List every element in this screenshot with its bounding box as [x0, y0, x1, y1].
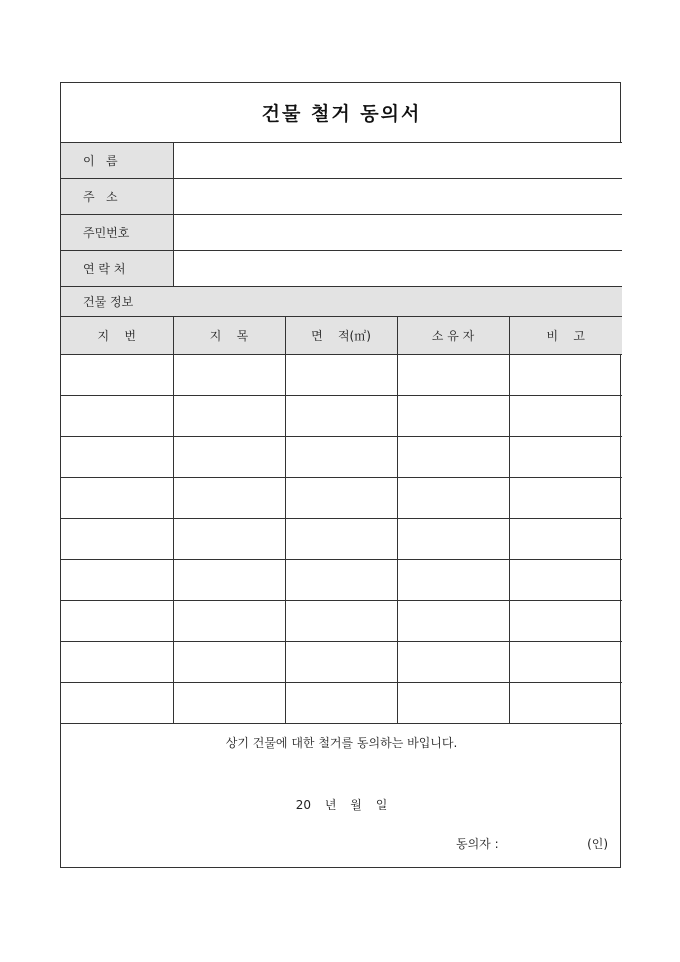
table-cell[interactable] [509, 519, 622, 560]
table-cell[interactable] [61, 642, 173, 683]
table-cell[interactable] [285, 642, 397, 683]
table-cell[interactable] [173, 519, 285, 560]
table-cell[interactable] [285, 601, 397, 642]
date-month-label: 월 [350, 798, 362, 812]
table-cell[interactable] [61, 437, 173, 478]
table-cell[interactable] [509, 396, 622, 437]
signer-label: 동의자 : [456, 837, 499, 851]
address-field[interactable] [173, 179, 622, 215]
building-section-label: 건물 정보 [61, 287, 622, 317]
column-header-remarks: 비 고 [509, 317, 622, 355]
consent-statement: 상기 건물에 대한 철거를 동의하는 바입니다. [225, 736, 458, 750]
table-cell[interactable] [397, 355, 509, 396]
table-cell[interactable] [397, 437, 509, 478]
table-header-row [61, 317, 622, 355]
table-cell[interactable] [173, 437, 285, 478]
table-cell[interactable] [285, 355, 397, 396]
table-cell[interactable] [509, 601, 622, 642]
contact-label: 연 락 처 [61, 251, 173, 287]
footer-row [61, 724, 622, 862]
date-line [61, 796, 622, 813]
table-cell[interactable] [61, 601, 173, 642]
date-year-label: 년 [324, 798, 337, 812]
table-cell[interactable] [285, 478, 397, 519]
contact-row [61, 251, 622, 287]
table-row [61, 355, 622, 396]
title-row [61, 83, 622, 143]
table-cell[interactable] [285, 683, 397, 724]
address-row [61, 179, 622, 215]
table-cell[interactable] [173, 396, 285, 437]
resident-number-row [61, 215, 622, 251]
address-label: 주 소 [61, 179, 173, 215]
consent-form [60, 82, 621, 868]
table-cell[interactable] [397, 683, 509, 724]
column-header-owner: 소 유 자 [397, 317, 509, 355]
form-table [61, 83, 622, 861]
name-field[interactable] [173, 143, 622, 179]
column-header-area: 면 적(㎡) [285, 317, 397, 355]
table-cell[interactable] [285, 519, 397, 560]
seal-label: (인) [587, 837, 609, 851]
table-cell[interactable] [397, 396, 509, 437]
table-cell[interactable] [509, 560, 622, 601]
table-cell[interactable] [173, 683, 285, 724]
table-cell[interactable] [285, 437, 397, 478]
table-cell[interactable] [173, 601, 285, 642]
table-cell[interactable] [61, 478, 173, 519]
table-row [61, 601, 622, 642]
column-header-lot-number: 지 번 [61, 317, 173, 355]
table-cell[interactable] [509, 437, 622, 478]
table-cell[interactable] [397, 601, 509, 642]
table-row [61, 560, 622, 601]
resident-number-label: 주민번호 [61, 215, 173, 251]
table-cell[interactable] [397, 478, 509, 519]
table-cell[interactable] [397, 560, 509, 601]
table-row [61, 437, 622, 478]
table-row [61, 683, 622, 724]
date-year-prefix: 20 [295, 798, 312, 812]
table-cell[interactable] [173, 478, 285, 519]
table-row [61, 478, 622, 519]
table-cell[interactable] [173, 355, 285, 396]
table-cell[interactable] [509, 355, 622, 396]
table-cell[interactable] [509, 478, 622, 519]
table-cell[interactable] [61, 683, 173, 724]
date-day-label: 일 [375, 798, 388, 812]
consent-footer [61, 724, 622, 862]
table-cell[interactable] [61, 396, 173, 437]
table-cell[interactable] [173, 642, 285, 683]
contact-field[interactable] [173, 251, 622, 287]
table-cell[interactable] [509, 642, 622, 683]
table-row [61, 519, 622, 560]
resident-number-field[interactable] [173, 215, 622, 251]
table-cell[interactable] [61, 560, 173, 601]
name-label: 이 름 [61, 143, 173, 179]
table-cell[interactable] [61, 519, 173, 560]
column-header-land-category: 지 목 [173, 317, 285, 355]
table-cell[interactable] [173, 560, 285, 601]
form-title: 건물 철거 동의서 [61, 83, 622, 143]
table-cell[interactable] [397, 642, 509, 683]
table-cell[interactable] [61, 355, 173, 396]
table-cell[interactable] [397, 519, 509, 560]
building-section-row [61, 287, 622, 317]
table-cell[interactable] [285, 560, 397, 601]
table-row [61, 396, 622, 437]
name-row [61, 143, 622, 179]
table-row [61, 642, 622, 683]
table-cell[interactable] [285, 396, 397, 437]
table-cell[interactable] [509, 683, 622, 724]
